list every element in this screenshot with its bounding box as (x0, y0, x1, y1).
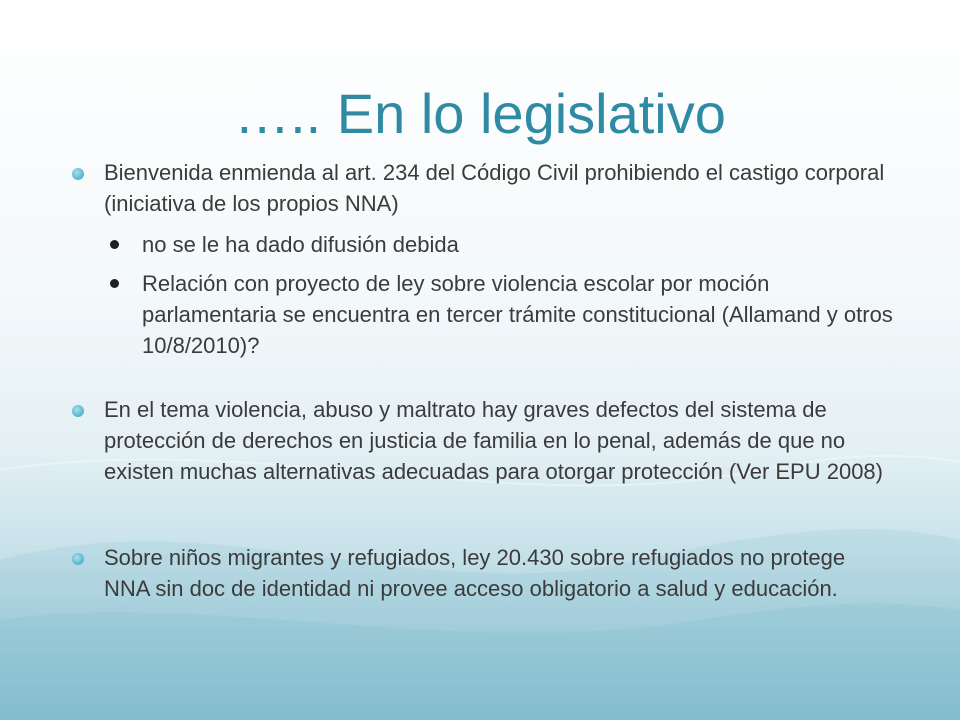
slide-title: ….. En lo legislativo (234, 82, 726, 145)
sub-bullet-item-2: Relación con proyecto de ley sobre violencia escolar por moción parlamentaria se encuentra en tercer trámite constitucional (Allamand y otros 10/8/2010)? (142, 271, 893, 358)
sub-bullet-marker-icon (110, 240, 119, 249)
bullet-marker-icon (72, 405, 84, 417)
bullet-item-2: En el tema violencia, abuso y maltrato hay graves defectos del sistema de protección de derechos en justicia de familia en lo penal, además de que no existen muchas alternativas adecuadas para otorgar protección (Ver EPU 2008) (104, 397, 883, 484)
sub-bullet-marker-icon (110, 279, 119, 288)
bullet-marker-icon (72, 168, 84, 180)
bullet-marker-icon (72, 553, 84, 565)
bullet-item-1: Bienvenida enmienda al art. 234 del Código Civil prohibiendo el castigo corporal (iniciativa de los propios NNA) (104, 160, 885, 216)
bullet-item-3: Sobre niños migrantes y refugiados, ley 20.430 sobre refugiados no protege NNA sin doc de identidad ni provee acceso obligatorio a salud y educación. (104, 545, 846, 601)
sub-bullet-item-1: no se le ha dado difusión debida (142, 232, 459, 257)
